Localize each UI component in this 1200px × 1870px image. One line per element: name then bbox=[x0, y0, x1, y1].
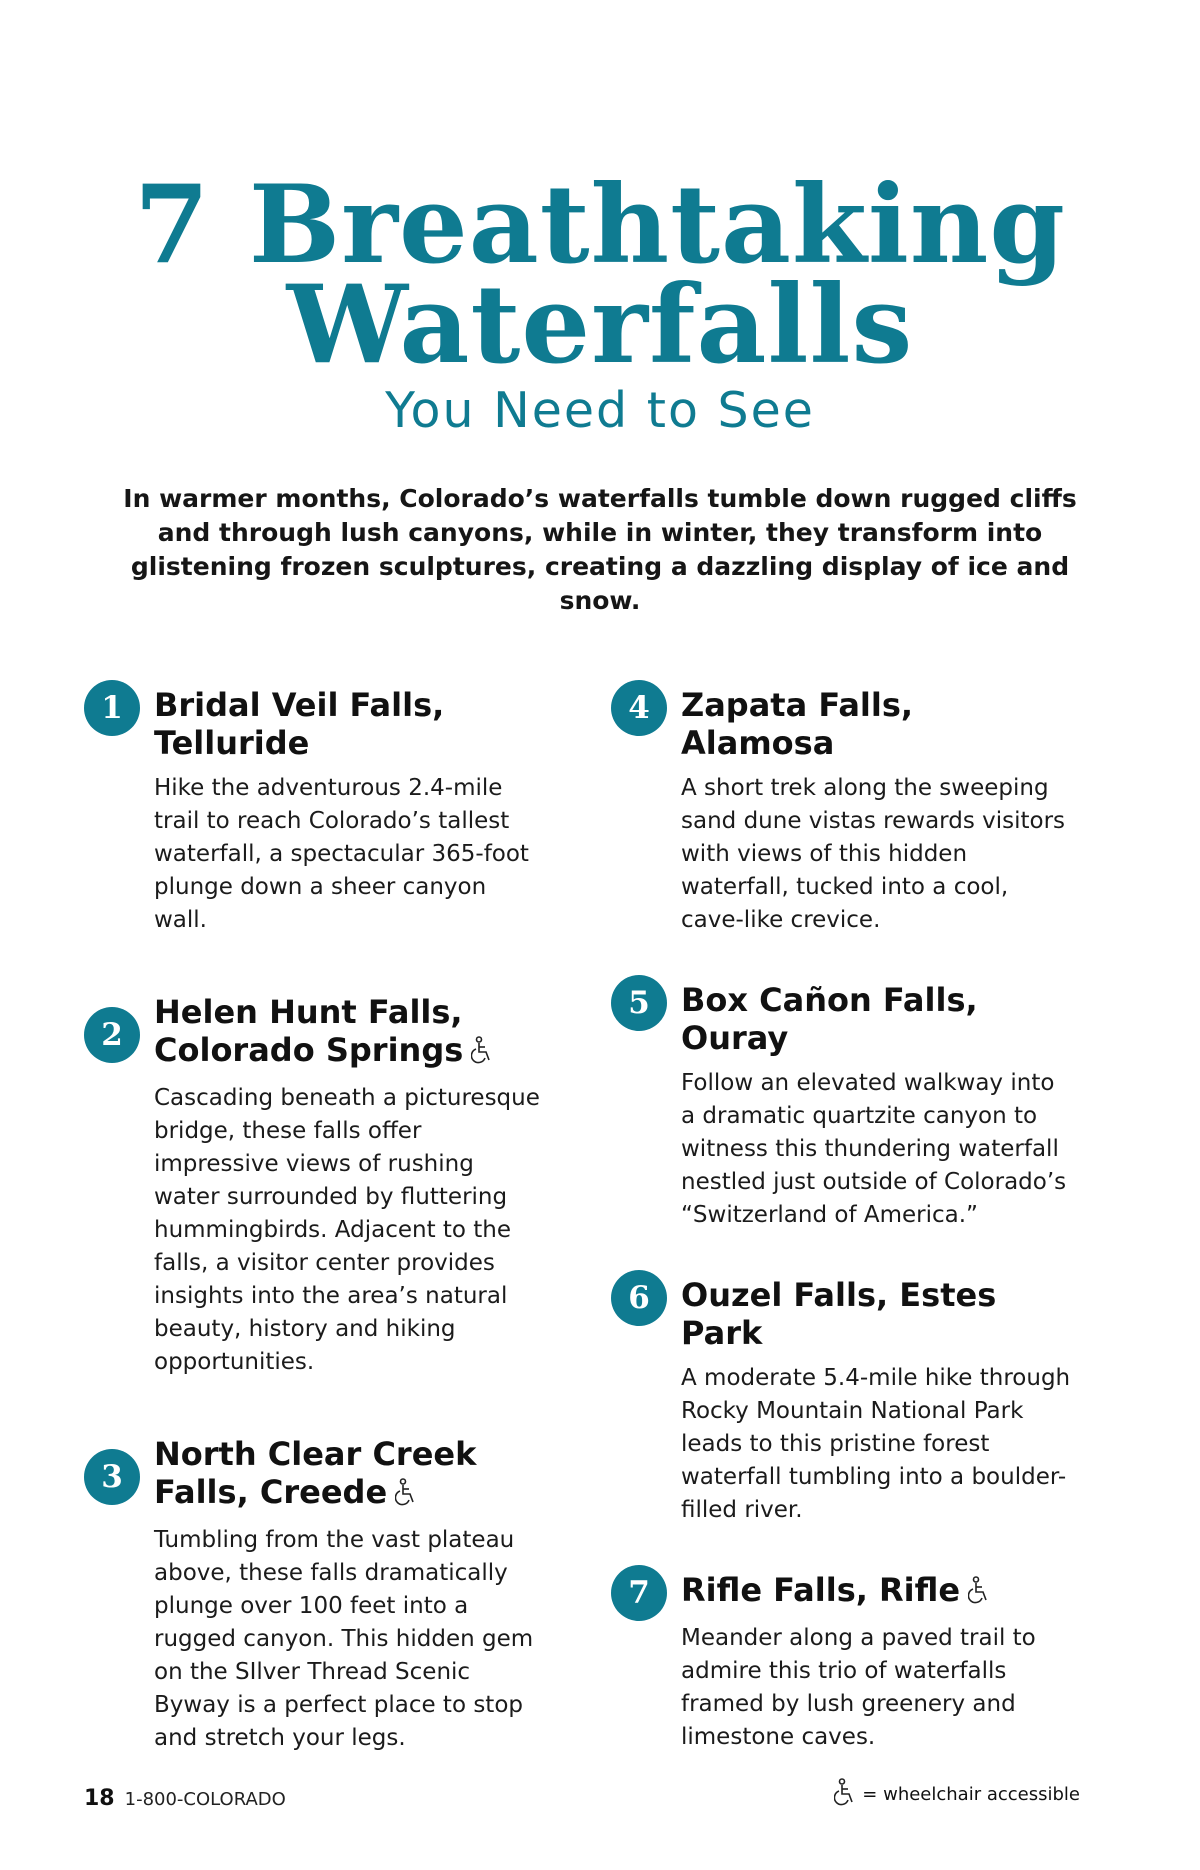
list-item bbox=[611, 680, 1071, 937]
item-title bbox=[681, 1565, 1071, 1612]
page-subtitle: You Need to See bbox=[385, 382, 815, 439]
item-number-badge: 4 bbox=[611, 680, 667, 736]
legend-text: = wheelchair accessible bbox=[862, 1784, 1080, 1805]
item-title bbox=[681, 975, 1071, 1057]
item-title-text: Ouzel Falls, Estes Park bbox=[681, 1276, 997, 1352]
item-description: Tumbling from the vast plateau above, these falls dramatically plunge over 100 feet into a rugged canyon. This hidden gem on the SIlver Thread Scenic Byway is a perfect place to stop and stretch your legs. bbox=[154, 1527, 534, 1751]
item-description: A short trek along the sweeping sand dune vistas rewards visitors with views of this hidden waterfall, tucked into a cool, cave-like crevice. bbox=[681, 775, 1066, 933]
item-title bbox=[681, 680, 1071, 762]
item-title-text: Box Cañon Falls, Ouray bbox=[681, 981, 978, 1057]
page-footer bbox=[84, 1786, 286, 1811]
item-title-line-2: Colorado Springs bbox=[154, 1031, 464, 1069]
list-item bbox=[84, 1435, 544, 1755]
accessibility-legend bbox=[834, 1778, 1080, 1811]
right-column bbox=[611, 680, 1071, 1810]
item-title bbox=[154, 1435, 544, 1514]
wheelchair-icon bbox=[968, 1574, 990, 1612]
page-title-line-1: 7 Breathtaking bbox=[134, 162, 1066, 288]
wheelchair-icon bbox=[471, 1034, 493, 1072]
item-title-text: Bridal Veil Falls, Telluride bbox=[154, 686, 445, 762]
list-item bbox=[611, 975, 1071, 1232]
item-description: A moderate 5.4-mile hike through Rocky Mountain National Park leads to this pristine forest waterfall tumbling into a boulder-filled river. bbox=[681, 1365, 1071, 1523]
item-title-text: Zapata Falls, Alamosa bbox=[681, 686, 914, 762]
item-description: Follow an elevated walkway into a dramatic quartzite canyon to witness this thundering waterfall nestled just outside of Colorado’s “Switzerland of America.” bbox=[681, 1070, 1067, 1228]
item-number-badge: 7 bbox=[611, 1565, 667, 1621]
wheelchair-icon bbox=[834, 1778, 856, 1811]
list-item bbox=[611, 1565, 1071, 1754]
item-title bbox=[154, 993, 544, 1072]
intro-paragraph: In warmer months, Colorado’s waterfalls tumble down rugged cliffs and through lush canyons, while in winter, they transform into glistening frozen sculptures, creating a dazzling display of ice and snow. bbox=[123, 484, 1077, 615]
item-number-badge: 6 bbox=[611, 1270, 667, 1326]
item-title-text: Rifle Falls, Rifle bbox=[681, 1571, 961, 1609]
wheelchair-icon bbox=[395, 1476, 417, 1514]
item-number-badge: 3 bbox=[84, 1449, 140, 1505]
item-title-line-2: Falls, Creede bbox=[154, 1473, 388, 1511]
item-title bbox=[681, 1270, 1071, 1352]
list-item bbox=[84, 993, 544, 1379]
phone-number: 1-800-COLORADO bbox=[124, 1789, 286, 1810]
list-item bbox=[611, 1270, 1071, 1527]
item-title bbox=[154, 680, 544, 762]
page-number: 18 bbox=[84, 1786, 115, 1811]
left-column bbox=[84, 680, 544, 1811]
item-description: Meander along a paved trail to admire this trio of waterfalls framed by lush greenery and limestone caves. bbox=[681, 1625, 1036, 1750]
item-title-line-1: Helen Hunt Falls, bbox=[154, 993, 463, 1031]
page-title-line-2: Waterfalls bbox=[286, 262, 914, 388]
page-header bbox=[0, 162, 1200, 439]
item-description: Cascading beneath a picturesque bridge, these falls offer impressive views of rushing water surrounded by fluttering hummingbirds. Adjacent to the falls, a visitor center provides insights into the area’s natural beauty, history and hiking opportunities. bbox=[154, 1085, 540, 1375]
list-item bbox=[84, 680, 544, 937]
item-description: Hike the adventurous 2.4-mile trail to reach Colorado’s tallest waterfall, a spectacular 365-foot plunge down a sheer canyon wall. bbox=[154, 775, 529, 933]
item-number-badge: 2 bbox=[84, 1007, 140, 1063]
item-title-line-1: North Clear Creek bbox=[154, 1435, 477, 1473]
item-number-badge: 5 bbox=[611, 975, 667, 1031]
item-number-badge: 1 bbox=[84, 680, 140, 736]
